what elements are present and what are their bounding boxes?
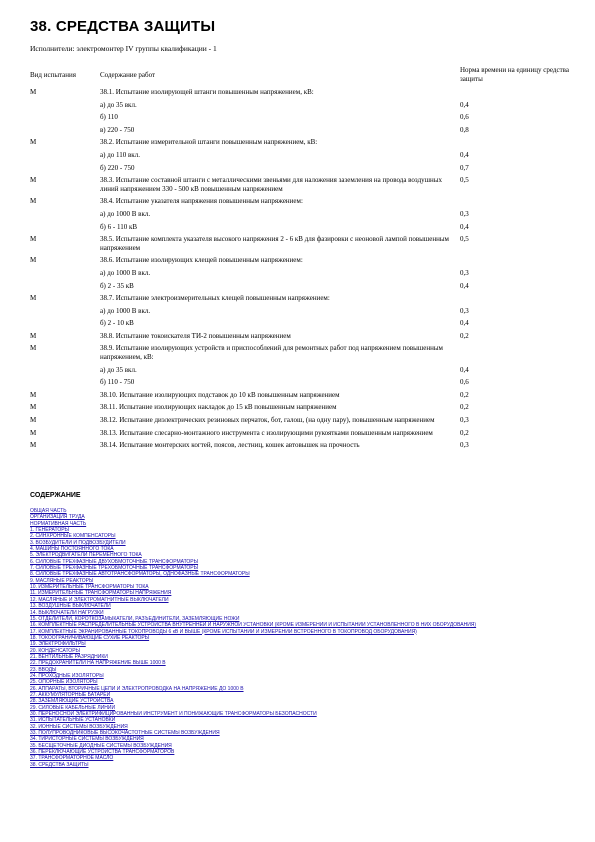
header-work-content: Содержание работ [100, 71, 156, 79]
header-time-norm: Норма времени на единицу средства защиты [460, 66, 569, 83]
table-row [0, 429, 595, 438]
toc-link[interactable]: 5. ЭЛЕКТРОДВИГАТЕЛИ ПЕРЕМЕННОГО ТОКА [30, 552, 142, 559]
table-row [0, 294, 595, 303]
table-row [0, 176, 595, 193]
toc-link[interactable]: 4. МАШИНЫ ПОСТОЯННОГО ТОКА [30, 546, 114, 553]
work-content-cell: а) до 1000 В вкл. [100, 268, 151, 277]
table-row [0, 164, 595, 173]
contents-title: СОДЕРЖАНИЕ [30, 492, 81, 499]
time-norm-cell: 0,2 [460, 331, 469, 340]
toc-link[interactable]: 23. ВВОДЫ [30, 666, 57, 673]
work-content-cell: а) до 110 вкл. [100, 150, 140, 159]
time-norm-cell: 0,4 [460, 222, 469, 231]
work-content-cell: 38.14. Испытание монтерских когтей, поясов, лестниц, кошек автовышек на прочность [100, 441, 360, 450]
work-content-cell: а) до 1000 В вкл. [100, 306, 151, 315]
time-norm-cell: 0,2 [460, 390, 469, 399]
test-type-cell: М [30, 235, 37, 244]
toc-link[interactable]: 30. ПЕРЕНОСНОЙ ЭЛЕКТРИФИЦИРОВАННЫЙ ИНСТРУМЕНТ И ПОНИЖАЮЩИЕ ТРАНСФОРМАТОРЫ БЕЗОПАСНОСТИ [30, 711, 317, 717]
work-content-cell: 38.13. Испытание слесарно-монтажного инструмента с изолирующими рукоятками повышенным напряжением [100, 428, 433, 437]
work-content-cell: а) до 1000 В вкл. [100, 209, 151, 218]
work-content-cell: 38.3. Испытание составной штанги с металлическими звеньями для наложения заземления на провода воздушных линий напряжением 330 - 500 кВ повышенным напряжением [100, 176, 442, 193]
table-of-contents [30, 508, 480, 768]
toc-link[interactable]: 11. ИЗМЕРИТЕЛЬНЫЕ ТРАНСФОРМАТОРЫ НАПРЯЖЕНИЯ [30, 590, 172, 597]
table-row [0, 235, 595, 252]
work-content-cell: б) 6 - 110 кВ [100, 222, 138, 231]
toc-link[interactable]: 28. ЗАЗЕМЛЯЮЩИЕ УСТРОЙСТВА [30, 698, 114, 705]
table-row [0, 269, 595, 278]
work-content-cell: 38.11. Испытание изолирующих накладок до 15 кВ повышенным напряжением [100, 403, 337, 412]
table-row [0, 210, 595, 219]
table-row [0, 256, 595, 265]
time-norm-cell: 0,7 [460, 163, 469, 172]
work-content-cell: б) 110 - 750 [100, 378, 135, 387]
header-test-type: Вид испытания [30, 71, 76, 79]
work-content-cell: 38.9. Испытание изолирующих устройств и приспособлений для ремонтных работ под напряжением повышенным напряжением, кВ: [100, 344, 443, 362]
test-type-cell: М [30, 428, 37, 437]
table-row [0, 126, 595, 135]
toc-link[interactable]: 19. ЭЛЕКТРОФИЛЬТРЫ [30, 641, 86, 648]
test-type-cell: М [30, 294, 37, 303]
work-content-cell: 38.8. Испытание токоискателя ТИ-2 повышенным напряжением [100, 331, 291, 340]
toc-link[interactable]: ОБЩАЯ ЧАСТЬ [30, 508, 67, 514]
work-content-cell: б) 110 [100, 113, 118, 122]
toc-link[interactable]: 22. ПРЕДОХРАНИТЕЛИ НА НАПРЯЖЕНИЕ ВЫШЕ 1000 В [30, 660, 166, 667]
work-content-cell: 38.7. Испытание электроизмерительных клещей повышенным напряжением: [100, 294, 330, 303]
table-row [0, 332, 595, 341]
work-content-cell: б) 2 - 35 кВ [100, 281, 134, 290]
test-type-cell: М [30, 138, 37, 147]
test-type-cell: М [30, 176, 37, 185]
time-norm-cell: 0,4 [460, 150, 469, 159]
toc-link[interactable]: 35. БЕСЩЕТОЧНЫЕ ДИОДНЫЕ СИСТЕМЫ ВОЗБУЖДЕНИЯ [30, 742, 172, 749]
test-type-cell: М [30, 416, 37, 425]
toc-link[interactable]: 21. ВЕНТИЛЬНЫЕ РАЗРЯДНИКИ [30, 653, 108, 660]
work-content-cell: 38.6. Испытание изолирующих клещей повышенным напряжением: [100, 256, 303, 265]
toc-link[interactable]: 9. МАСЛЯНЫЕ РЕАКТОРЫ [30, 577, 94, 584]
time-norm-cell: 0,4 [460, 365, 469, 374]
toc-link[interactable]: 33. ПОЛУПРОВОДНИКОВЫЕ ВЫСОКОЧАСТОТНЫЕ СИСТЕМЫ ВОЗБУЖДЕНИЯ [30, 730, 220, 737]
table-row [0, 416, 595, 425]
table-row [0, 197, 595, 206]
table-row [0, 101, 595, 110]
work-content-cell: 38.4. Испытание указателя напряжения повышенным напряжением: [100, 197, 303, 206]
toc-link[interactable]: 1. ГЕНЕРАТОРЫ [30, 527, 69, 534]
toc-link[interactable]: 32. ИОННЫЕ СИСТЕМЫ ВОЗБУЖДЕНИЯ [30, 723, 128, 730]
table-row [0, 378, 595, 387]
table-row [0, 307, 595, 316]
toc-link[interactable]: 27. АККУМУЛЯТОРНЫЕ БАТАРЕИ [30, 691, 111, 698]
table-row [0, 113, 595, 122]
performers-line: Исполнители: электромонтер IV группы квалификации - 1 [30, 44, 217, 53]
work-content-cell: в) 220 - 750 [100, 125, 135, 134]
toc-link[interactable]: 31. ИСПЫТАТЕЛЬНЫЕ УСТАНОВКИ [30, 717, 116, 724]
test-type-cell: М [30, 331, 37, 340]
test-type-cell: М [30, 390, 37, 399]
time-norm-cell: 0,5 [460, 176, 469, 185]
work-content-cell: 38.5. Испытание комплекта указателя высокого напряжения 2 - 6 кВ для фазировки с неоновой лампой повышенным напряжением [100, 235, 449, 252]
time-norm-cell: 0,2 [460, 403, 469, 412]
toc-link[interactable]: 10. ИЗМЕРИТЕЛЬНЫЕ ТРАНСФОРМАТОРЫ ТОКА [30, 584, 149, 591]
toc-link[interactable]: 12. МАСЛЯНЫЕ И ЭЛЕКТРОМАГНИТНЫЕ ВЫКЛЮЧАТЕЛИ [30, 596, 169, 603]
toc-link[interactable]: 8. СИЛОВЫЕ ТРЕХФАЗНЫЕ АВТОТРАНСФОРМАТОРЫ, ОДНОФАЗНЫЕ ТРАНСФОРМАТОРЫ [30, 571, 250, 578]
toc-link[interactable]: 24. ПРОХОДНЫЕ ИЗОЛЯТОРЫ [30, 672, 104, 679]
time-norm-cell: 0,6 [460, 378, 469, 387]
work-content-cell: 38.1. Испытание изолирующей штанги повышенным напряжением, кВ: [100, 88, 314, 96]
work-content-cell: б) 220 - 750 [100, 163, 135, 172]
toc-link[interactable]: 15. ОТДЕЛИТЕЛИ, КОРОТКОЗАМЫКАТЕЛИ, РАЗЪЕДИНИТЕЛИ, ЗАЗЕМЛЯЮЩИЕ НОЖИ [30, 615, 240, 622]
table-row [0, 403, 595, 412]
toc-link[interactable]: ОРГАНИЗАЦИЯ ТРУДА [30, 514, 85, 521]
toc-link[interactable]: 36. ПЕРЕКЛЮЧАЮЩИЕ УСТРОЙСТВА ТРАНСФОРМАТОРОВ [30, 749, 175, 756]
time-norm-cell: 0,3 [460, 268, 469, 277]
time-norm-cell: 0,4 [460, 100, 469, 109]
time-norm-cell: 0,4 [460, 281, 469, 290]
time-norm-cell: 0,2 [460, 428, 469, 437]
table-row [0, 88, 595, 97]
time-norm-cell: 0,4 [460, 319, 469, 328]
toc-link[interactable]: 37. ТРАНСФОРМАТОРНОЕ МАСЛО [30, 755, 114, 762]
test-type-cell: М [30, 403, 37, 412]
time-norm-cell: 0,3 [460, 306, 469, 315]
table-row [0, 282, 595, 291]
work-content-cell: а) до 35 вкл. [100, 365, 137, 374]
norms-table [0, 88, 595, 450]
toc-link[interactable]: 25. ОПОРНЫЕ ИЗОЛЯТОРЫ [30, 679, 98, 686]
time-norm-cell: 0,3 [460, 441, 469, 450]
table-row [0, 151, 595, 160]
toc-link[interactable]: 3. ВОЗБУДИТЕЛИ И ПОДВОЗБУДИТЕЛИ [30, 539, 126, 546]
table-row [0, 441, 595, 450]
toc-link[interactable]: 26. АППАРАТЫ, ВТОРИЧНЫЕ ЦЕПИ И ЭЛЕКТРОПРОВОДКА НА НАПРЯЖЕНИЕ ДО 1000 В [30, 685, 244, 692]
toc-link[interactable]: НОРМАТИВНАЯ ЧАСТЬ [30, 520, 87, 527]
work-content-cell: 38.12. Испытание диэлектрических резиновых перчаток, бот, галош, (на одну пару), повышенным напряжением [100, 416, 435, 425]
time-norm-cell: 0,3 [460, 416, 469, 425]
table-row [0, 391, 595, 400]
test-type-cell: М [30, 344, 37, 353]
toc-link[interactable]: 6. СИЛОВЫЕ ТРЕХФАЗНЫЕ ДВУХОБМОТОЧНЫЕ ТРАНСФОРМАТОРЫ [30, 558, 199, 565]
toc-link[interactable]: 7. СИЛОВЫЕ ТРЕХФАЗНЫЕ ТРЕХОБМОТОЧНЫЕ ТРАНСФОРМАТОРЫ [30, 565, 199, 572]
work-content-cell: б) 2 - 10 кВ [100, 319, 134, 328]
test-type-cell: М [30, 88, 37, 96]
toc-link[interactable]: 2. СИНХРОННЫЕ КОМПЕНСАТОРЫ [30, 533, 116, 540]
toc-link[interactable]: 18. ТОКООГРАНИЧИВАЮЩИЕ СУХИЕ РЕАКТОРЫ [30, 634, 150, 641]
table-row [0, 319, 595, 328]
test-type-cell: М [30, 256, 37, 265]
toc-link[interactable]: 14. ВЫКЛЮЧАТЕЛИ НАГРУЗКИ [30, 609, 104, 616]
toc-link[interactable]: 16. КОМПЛЕКТНЫЕ РАСПРЕДЕЛИТЕЛЬНЫЕ УСТРОЙСТВА ВНУТРЕННЕЙ И НАРУЖНОЙ УСТАНОВКИ (КРОМЕ ИЗМЕРЕНИЙ И ИСПЫТАНИЙ УСТАНОВЛЕННОГО В НИХ ОБОРУДОВАНИЯ) [30, 622, 477, 629]
toc-link[interactable]: 29. СИЛОВЫЕ КАБЕЛЬНЫЕ ЛИНИИ [30, 704, 116, 711]
toc-link[interactable]: 13. ВОЗДУШНЫЕ ВЫКЛЮЧАТЕЛИ [30, 603, 111, 610]
table-row [0, 138, 595, 147]
table-row [0, 344, 595, 361]
toc-link[interactable]: 34. ТИРИСТОРНЫЕ СИСТЕМЫ ВОЗБУЖДЕНИЯ [30, 736, 144, 743]
test-type-cell: М [30, 197, 37, 206]
work-content-cell: 38.2. Испытание измерительной штанги повышенным напряжением, кВ: [100, 138, 318, 147]
table-row [0, 366, 595, 375]
time-norm-cell: 0,6 [460, 113, 469, 122]
toc-link[interactable]: 17. КОМПЛЕКТНЫЕ ЭКРАНИРОВАННЫЕ ТОКОПРОВОДЫ 6 кВ И ВЫШЕ (КРОМЕ ИСПЫТАНИЙ И ИЗМЕРЕНИЙ ВСТРОЕННОГО В ТОКОПРОВОД ОБОРУДОВАНИЯ) [30, 628, 417, 635]
time-norm-cell: 0,3 [460, 209, 469, 218]
work-content-cell: а) до 35 вкл. [100, 100, 137, 109]
time-norm-cell: 0,8 [460, 125, 469, 134]
work-content-cell: 38.10. Испытание изолирующих подставок до 10 кВ повышенным напряжением [100, 390, 340, 399]
toc-link[interactable]: 38. СРЕДСТВА ЗАЩИТЫ [30, 761, 89, 768]
toc-link[interactable]: 20. КОНДЕНСАТОРЫ [30, 647, 80, 654]
test-type-cell: М [30, 441, 37, 450]
page-title: 38. СРЕДСТВА ЗАЩИТЫ [30, 18, 216, 35]
time-norm-cell: 0,5 [460, 235, 469, 244]
table-row [0, 223, 595, 232]
